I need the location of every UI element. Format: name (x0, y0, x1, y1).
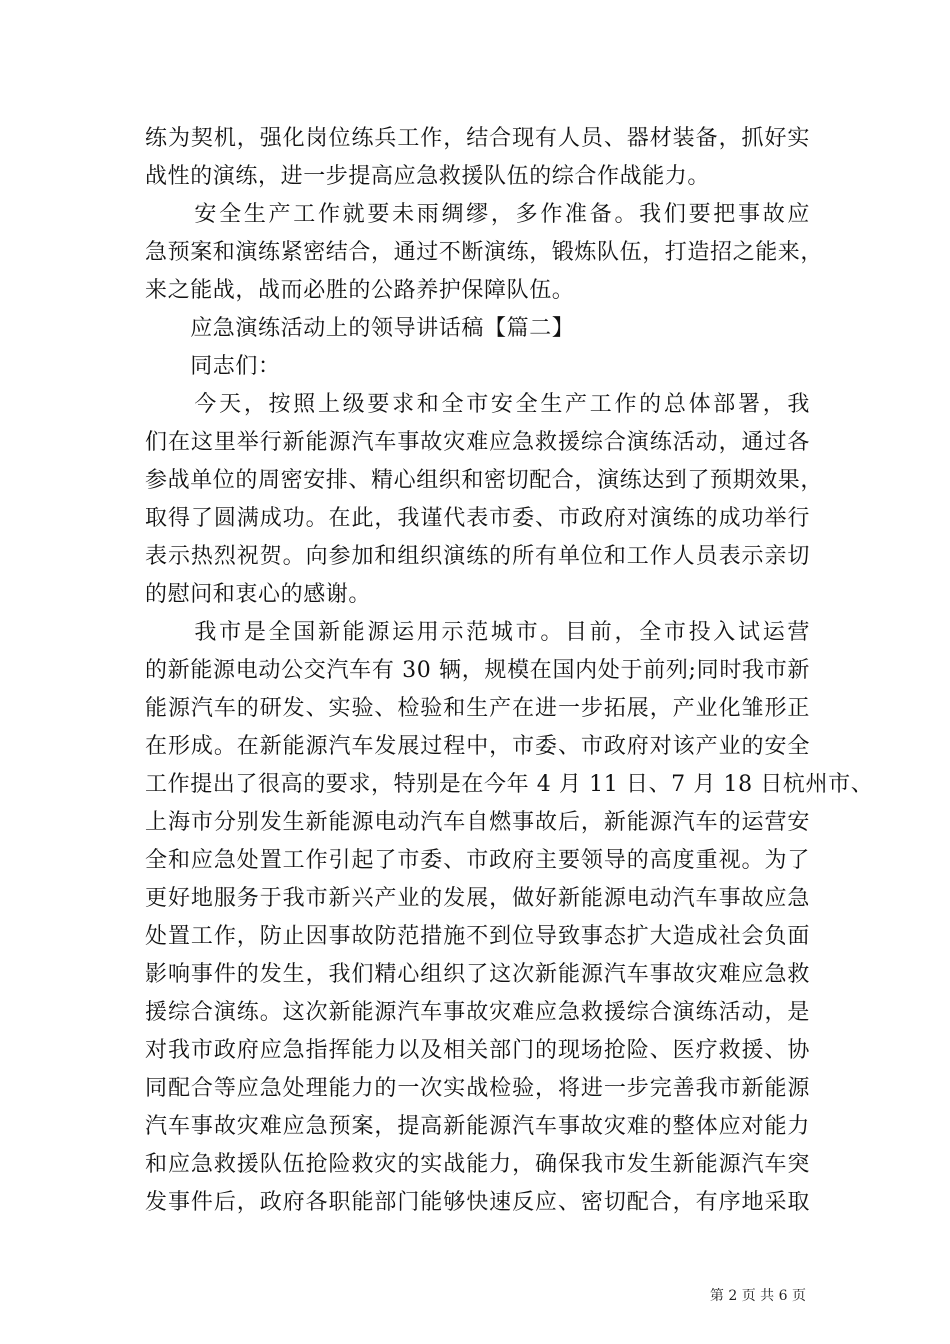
text-line: 表示热烈祝贺。向参加和组织演练的所有单位和工作人员表示亲切 (145, 544, 810, 569)
text-line: 对我市政府应急指挥能力以及相关部门的现场抢险、医疗救援、协 (145, 1038, 810, 1063)
text-line: 练为契机，强化岗位练兵工作，结合现有人员、器材装备，抓好实 (145, 126, 810, 151)
text-line: 全和应急处置工作引起了市委、市政府主要领导的高度重视。为了 (145, 848, 810, 873)
text-line: 来之能战，战而必胜的公路养护保障队伍。 (145, 278, 575, 303)
page-number-footer: 第 2 页 共 6 页 (709, 1288, 806, 1304)
text-line: 安全生产工作就要未雨绸缪，多作准备。我们要把事故应 (145, 202, 810, 227)
text-line: 参战单位的周密安排、精心组织和密切配合，演练达到了预期效果， (145, 468, 824, 493)
text-line: 的慰问和衷心的感谢。 (145, 582, 372, 607)
text-line: 今天，按照上级要求和全市安全生产工作的总体部署，我 (145, 392, 810, 417)
text-line: 汽车事故灾难应急预案，提高新能源汽车事故灾难的整体应对能力 (145, 1114, 810, 1139)
text-line: 和应急救援队伍抢险救灾的实战能力，确保我市发生新能源汽车突 (145, 1152, 810, 1177)
text-line: 工作提出了很高的要求，特别是在今年 4 月 11 日、7 月 18 日杭州市、 (145, 772, 874, 797)
text-line: 在形成。在新能源汽车发展过程中，市委、市政府对该产业的安全 (145, 734, 810, 759)
text-line: 急预案和演练紧密结合，通过不断演练，锻炼队伍，打造招之能来， (145, 240, 824, 265)
text-line: 上海市分别发生新能源电动汽车自燃事故后，新能源汽车的运营安 (145, 810, 810, 835)
text-line: 影响事件的发生，我们精心组织了这次新能源汽车事故灾难应急救 (145, 962, 810, 987)
text-line: 战性的演练，进一步提高应急救援队伍的综合作战能力。 (145, 164, 711, 189)
salutation: 同志们： (145, 354, 281, 379)
text-line: 同配合等应急处理能力的一次实战检验，将进一步完善我市新能源 (145, 1076, 810, 1101)
text-line: 取得了圆满成功。在此，我谨代表市委、市政府对演练的成功举行 (145, 506, 810, 531)
text-line: 能源汽车的研发、实验、检验和生产在进一步拓展，产业化雏形正 (145, 696, 810, 721)
text-line: 援综合演练。这次新能源汽车事故灾难应急救援综合演练活动，是 (145, 1000, 810, 1025)
text-line: 发事件后，政府各职能部门能够快速反应、密切配合，有序地采取 (145, 1190, 810, 1215)
section-heading: 应急演练活动上的领导讲话稿【篇二】 (145, 316, 575, 341)
text-line: 更好地服务于我市新兴产业的发展，做好新能源电动汽车事故应急 (145, 886, 810, 911)
text-line: 我市是全国新能源运用示范城市。目前，全市投入试运营 (145, 620, 810, 645)
text-line: 的新能源电动公交汽车有 30 辆，规模在国内处于前列;同时我市新 (145, 658, 810, 683)
text-line: 处置工作，防止因事故防范措施不到位导致事态扩大造成社会负面 (145, 924, 810, 949)
text-line: 们在这里举行新能源汽车事故灾难应急救援综合演练活动，通过各 (145, 430, 810, 455)
